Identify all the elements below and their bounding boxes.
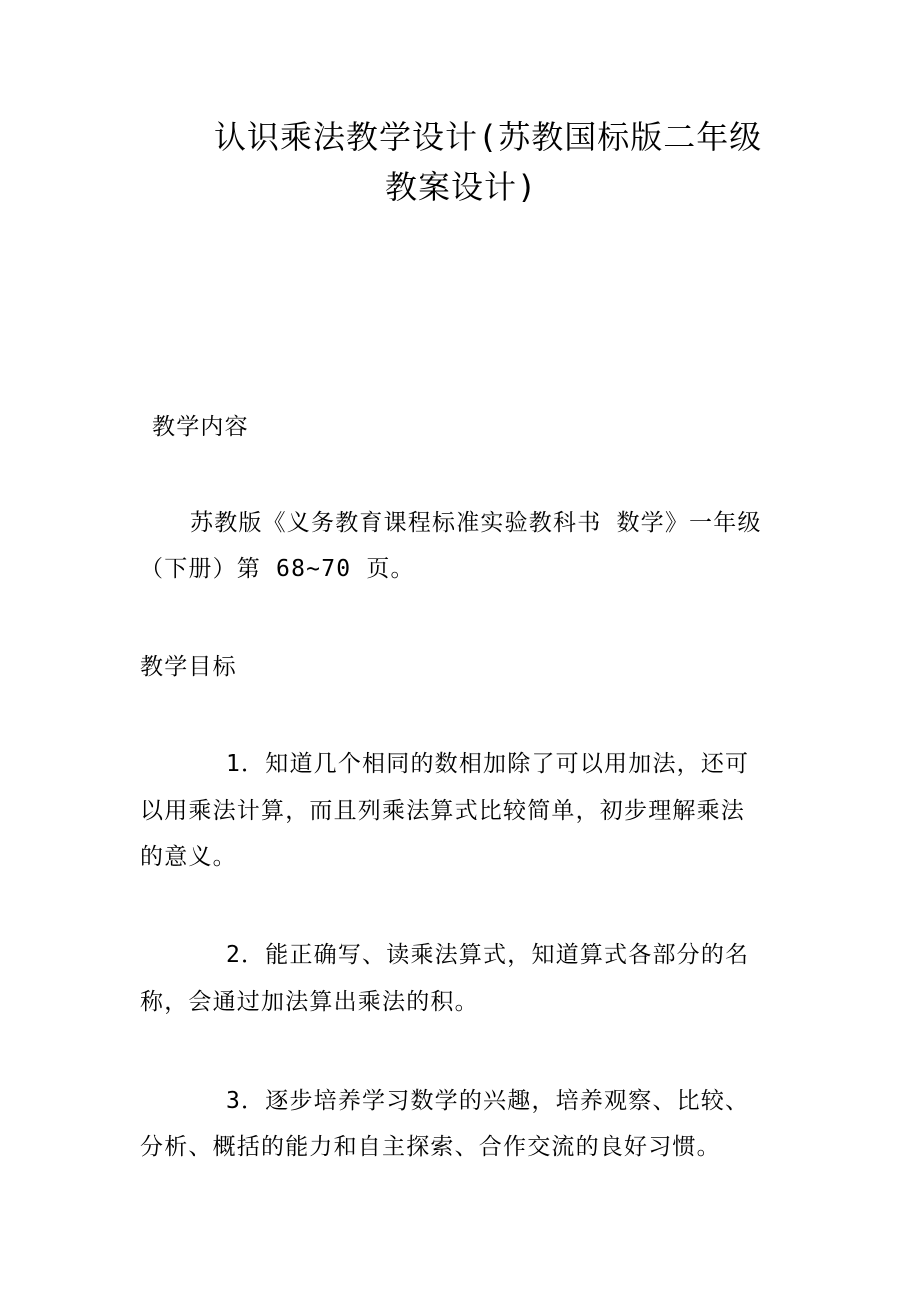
goal-item-3-line-2: 分析、概括的能力和自主探索、合作交流的良好习惯。 bbox=[140, 1134, 721, 1160]
goal-item-1-line-2: 以用乘法计算，而且列乘法算式比较简单，初步理解乘法 bbox=[140, 798, 745, 824]
section-heading-goals: 教学目标 bbox=[140, 654, 237, 680]
goal-item-2-line-1: 2．能正确写、读乘法算式，知道算式各部分的名 bbox=[226, 942, 750, 968]
content-paragraph-line-1: 苏教版《义务教育课程标准实验教科书 数学》一年级 bbox=[190, 510, 762, 536]
goal-item-3-line-1: 3．逐步培养学习数学的兴趣，培养观察、比较、 bbox=[226, 1088, 750, 1114]
document-title-line-1: 认识乘法教学设计(苏教国标版二年级 bbox=[214, 118, 763, 156]
document-title-line-2: 教案设计) bbox=[385, 168, 538, 206]
content-paragraph-line-2: （下册）第 68~70 页。 bbox=[140, 556, 415, 582]
goal-item-1-line-1: 1．知道几个相同的数相加除了可以用加法，还可 bbox=[226, 751, 750, 777]
section-heading-content: 教学内容 bbox=[152, 414, 249, 440]
goal-item-2-line-2: 称，会通过加法算出乘法的积。 bbox=[140, 989, 479, 1015]
goal-item-1-line-3: 的意义。 bbox=[140, 844, 237, 870]
